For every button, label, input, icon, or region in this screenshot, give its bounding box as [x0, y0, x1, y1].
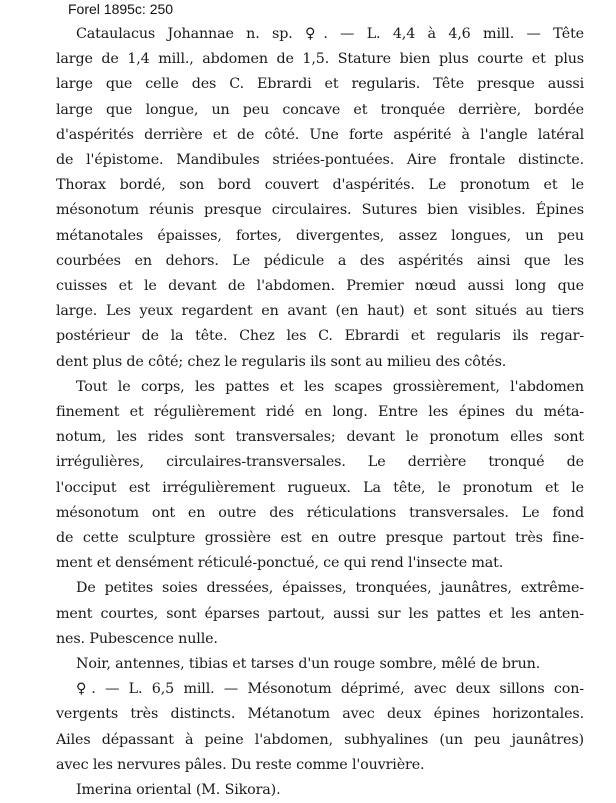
paragraph-1-line-11: cuisses et le devant de l'abdomen. Premier nœud aussi long que	[56, 278, 584, 294]
paragraph-1-line-7: Thorax bordé, son bord couvert d'aspérités. Le pronotum et le	[56, 177, 584, 193]
paragraph-1-line-6: de l'épistome. Mandibules striées-pontuées. Aire frontale distincte.	[56, 152, 584, 168]
paragraph-1-line-3: large que celle des C. Ebrardi et regularis. Tête presque aussi	[56, 76, 584, 92]
paragraph-6-line-1: Imerina oriental (M. Sikora).	[76, 782, 281, 798]
paragraph-2-line-6: mésonotum ont en outre des réticulations transversales. Le fond	[56, 505, 584, 521]
paragraph-1-line-2: large de 1,4 mill., abdomen de 1,5. Stature bien plus courte et plus	[56, 51, 584, 67]
paragraph-5-line-1: ♀. — L. 6,5 mill. — Mésonotum déprimé, avec deux sillons con-	[76, 681, 584, 697]
paragraph-1-line-14: dent plus de côté; chez le regularis ils sont au milieu des côtés.	[56, 354, 507, 370]
paragraph-2-line-7: de cette sculpture grossière est en outre presque partout très fine-	[56, 530, 584, 546]
paragraph-2-line-1: Tout le corps, les pattes et les scapes grossièrement, l'abdomen	[76, 379, 584, 395]
paragraph-5-line-4: avec les nervures pâles. Du reste comme l'ouvrière.	[56, 757, 425, 773]
paragraph-2-line-5: l'occiput est irrégulièrement rugueux. La tête, le pronotum et le	[56, 480, 584, 496]
paragraph-4-line-1: Noir, antennes, tibias et tarses d'un rouge sombre, mêlé de brun.	[76, 656, 541, 672]
source-label: Forel 1895c: 250	[68, 1, 174, 17]
paragraph-2-line-4: irrégulières, circulaires-transversales. Le derrière tronqué de	[56, 454, 584, 470]
paragraph-2-line-3: notum, les rides sont transversales; devant le pronotum elles sont	[56, 429, 584, 445]
paragraph-1-line-1: Cataulacus Johannae n. sp. ♀. — L. 4,4 à 4,6 mill. — Tête	[76, 26, 584, 42]
paragraph-1-line-5: d'aspérités derrière et de côté. Une forte aspérité à l'angle latéral	[56, 127, 584, 143]
paragraph-1-line-9: métanotales épaisses, fortes, divergentes, assez longues, un peu	[56, 228, 584, 244]
paragraph-1-line-4: large que longue, un peu concave et tronquée derrière, bordée	[56, 102, 584, 118]
paragraph-3-line-3: nes. Pubescence nulle.	[56, 631, 218, 647]
paragraph-3-line-2: ment courtes, sont éparses partout, aussi sur les pattes et les anten-	[56, 606, 584, 622]
paragraph-1-line-8: mésonotum réunis presque circulaires. Sutures bien visibles. Épines	[56, 202, 584, 218]
paragraph-5-line-3: Ailes dépassant à peine l'abdomen, subhyalines (un peu jaunâtres)	[56, 732, 584, 748]
paragraph-2-line-2: finement et régulièrement ridé en long. Entre les épines du méta-	[56, 404, 584, 420]
paragraph-2-line-8: ment et densément réticulé-ponctué, ce qui rend l'insecte mat.	[56, 555, 504, 571]
paragraph-3-line-1: De petites soies dressées, épaisses, tronquées, jaunâtres, extrême-	[76, 580, 584, 596]
paragraph-5-line-2: vergents très distincts. Métanotum avec deux épines horizontales.	[56, 706, 584, 722]
paragraph-1-line-10: courbées en dehors. Le pédicule a des aspérités ainsi que les	[56, 253, 584, 269]
paragraph-1-line-12: large. Les yeux regardent en avant (en haut) et sont situés au tiers	[56, 303, 584, 319]
paragraph-1-line-13: postérieur de la tête. Chez les C. Ebrardi et regularis ils regar-	[56, 328, 584, 344]
